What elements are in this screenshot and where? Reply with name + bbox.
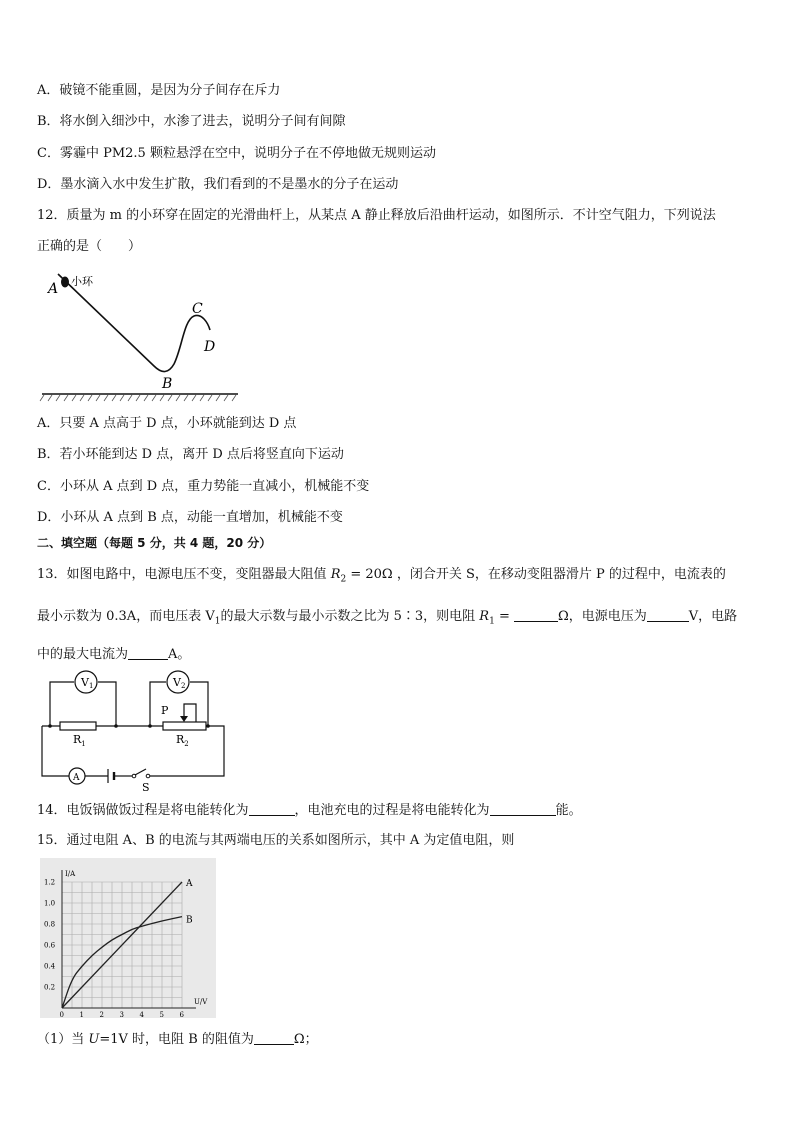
answer-blank-rb[interactable] [254, 1030, 294, 1045]
r1-eq: = [494, 609, 514, 624]
q12-stem-line1: 12．质量为 m 的小环穿在固定的光滑曲杆上，从某点 A 静止释放后沿曲杆运动，如图所示．不计空气阻力，下列说法 [37, 208, 716, 223]
switch-icon [135, 769, 146, 775]
x-tick-label: 6 [179, 1011, 184, 1018]
y-tick-label: 0.6 [44, 941, 56, 950]
junction-dot [206, 724, 210, 728]
v2-label: V2 [173, 676, 186, 690]
series-B-label: B [186, 915, 193, 926]
r2-value: = 20Ω [346, 567, 393, 582]
label-a: A [48, 281, 59, 297]
junction-dot [48, 724, 52, 728]
q15-text: （1）当 [37, 1032, 89, 1047]
q14-text: ，电池充电的过程是将电能转化为 [294, 803, 490, 818]
junction-dot [148, 724, 152, 728]
q13-text: V，电路 [688, 609, 738, 624]
r1-symbol: R [479, 609, 490, 624]
q13-text: 最小示数为 0.3A，而电压表 V [37, 609, 215, 624]
q13-line3 [37, 645, 190, 664]
label-c: C [192, 301, 203, 317]
q13-line2 [37, 607, 737, 631]
q11-option-a: A．破镜不能重圆，是因为分子间存在斥力 [37, 83, 281, 98]
r2-symbol: R [330, 567, 341, 582]
answer-blank-r1[interactable] [514, 607, 558, 622]
ammeter-label: A [73, 773, 80, 783]
resistor-r1 [60, 722, 96, 730]
label-b: B [162, 376, 173, 392]
q13-text: 中的最大电流为 [37, 647, 129, 662]
series-A-label: A [186, 879, 193, 889]
y-tick-label: 1.2 [44, 878, 56, 887]
circuit-wire [148, 726, 224, 776]
switch-label: S [142, 781, 150, 794]
y-tick-label: 1.0 [44, 899, 56, 908]
y-tick-label: 0.8 [44, 920, 56, 929]
x-axis-label: U/V [194, 998, 208, 1006]
y-tick-label: 0.4 [44, 962, 56, 971]
slider-arrow-icon [180, 716, 188, 722]
q13-line1 [37, 566, 726, 589]
q15-text: =1V 时，电阻 B 的阻值为 [99, 1032, 254, 1047]
q12-option-d: D．小环从 A 点到 B 点，动能一直增加，机械能不变 [37, 510, 343, 525]
q11-option-d: D．墨水滴入水中发生扩散，我们看到的不是墨水的分子在运动 [37, 177, 399, 192]
answer-blank-current[interactable] [128, 645, 168, 660]
q15-stem: 15．通过电阻 A、B 的电流与其两端电压的关系如图所示，其中 A 为定值电阻，则 [37, 833, 515, 848]
curved-rod [58, 274, 210, 372]
circuit-wire [98, 682, 116, 726]
q12-option-a: A．只要 A 点高于 D 点，小环就能到达 D 点 [37, 416, 297, 431]
v1-sub: 1 [214, 616, 221, 627]
circuit-wire [42, 726, 70, 776]
q15-sub1 [37, 1030, 318, 1049]
q14-line [37, 801, 582, 820]
answer-blank-cooker[interactable] [249, 801, 295, 816]
label-ring: 小环 [71, 275, 93, 288]
section-heading: 二、填空题（每题 5 分，共 4 题，20 分） [37, 536, 272, 550]
label-d: D [204, 339, 216, 355]
q12-stem-line2: 正确的是（ ） [37, 239, 142, 254]
q13-text: A。 [168, 647, 191, 662]
q12-option-b: B．若小环能到达 D 点，离开 D 点后将竖直向下运动 [37, 447, 344, 462]
q14-text: 14．电饭锅做饭过程是将电能转化为 [37, 803, 249, 818]
q13-text: 的最大示数与最小示数之比为 5∶3，则电阻 [220, 609, 476, 624]
q13-text: Ω，电源电压为 [557, 609, 647, 624]
r2-label: $R_2$ [176, 733, 189, 748]
ground-hatch [40, 395, 236, 401]
q12-option-c: C．小环从 A 点到 D 点，重力势能一直减小，机械能不变 [37, 479, 370, 494]
answer-blank-charging[interactable] [490, 801, 556, 816]
resistor-r2 [163, 722, 206, 730]
ring-icon [61, 277, 69, 288]
q13-text: 13．如图电路中，电源电压不变，变阻器最大阻值 [37, 567, 327, 582]
q11-option-c: C．雾霾中 PM2.5 颗粒悬浮在空中，说明分子在不停地做无规则运动 [37, 146, 436, 161]
r1-sub: 1 [489, 616, 495, 627]
q13-text: ，闭合开关 S，在移动变阻器滑片 P 的过程中，电流表的 [396, 567, 726, 582]
x-tick-label: 5 [159, 1011, 164, 1018]
x-tick-label: 3 [119, 1011, 124, 1018]
y-tick-label: 0.2 [44, 983, 56, 992]
slider-label: P [161, 704, 169, 717]
x-tick-label: 2 [99, 1011, 104, 1018]
x-tick-label: 4 [139, 1011, 144, 1018]
x-tick-label: 0 [59, 1011, 64, 1018]
switch-contact [146, 774, 150, 778]
curved-rod-figure [36, 268, 246, 403]
circuit-diagram [36, 668, 236, 794]
r1-label: $R_1$ [73, 733, 86, 748]
x-tick-label: 1 [79, 1011, 84, 1018]
q11-option-b: B．将水倒入细沙中，水渗了进去，说明分子间有间隙 [37, 114, 346, 129]
v1-label: V1 [81, 676, 94, 690]
y-axis-label: I/A [65, 870, 76, 878]
q15-u-symbol: U [88, 1032, 100, 1047]
junction-dot [114, 724, 118, 728]
circuit-wire [50, 682, 74, 726]
q15-text: Ω； [293, 1032, 318, 1047]
q14-text: 能。 [555, 803, 582, 818]
iu-chart [40, 858, 216, 1018]
r2-sub: 2 [340, 574, 347, 585]
answer-blank-voltage[interactable] [647, 607, 689, 622]
